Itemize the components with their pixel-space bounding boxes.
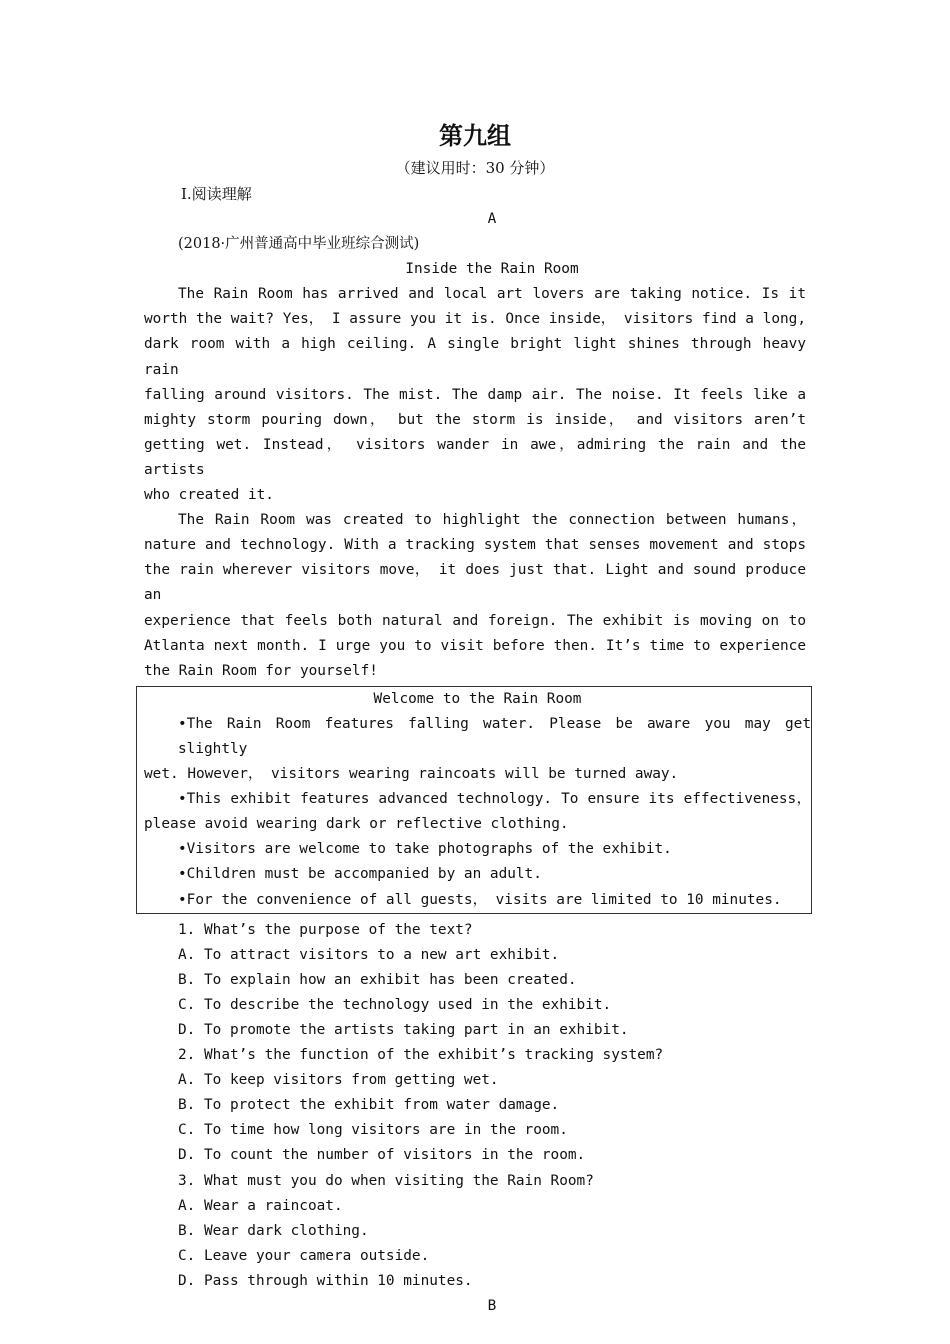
- passage-b-label: B: [487, 1298, 497, 1315]
- notice-line: •For the convenience of all guests， visits are limited to 10 minutes.: [178, 891, 782, 908]
- answer-option: C. To describe the technology used in the exhibit.: [178, 996, 612, 1013]
- paragraph-line: experience that feels both natural and foreign. The exhibit is moving on to: [144, 612, 806, 629]
- passage-a-label: A: [487, 211, 497, 227]
- answer-option: A. To keep visitors from getting wet.: [178, 1072, 499, 1089]
- answer-option: D. To count the number of visitors in the room.: [178, 1147, 586, 1164]
- answer-option: D. Pass through within 10 minutes.: [178, 1272, 473, 1289]
- question-stem: 3. What must you do when visiting the Rain Room?: [178, 1172, 594, 1189]
- passage-a: [144, 207, 811, 1319]
- paragraph-1: [144, 282, 806, 508]
- paragraph-line: worth the wait? Yes， I assure you it is. Once inside， visitors find a long,: [144, 311, 806, 328]
- notice-line: •Children must be accompanied by an adult.: [178, 866, 542, 883]
- paragraph-line: nature and technology. With a tracking system that senses movement and stops: [144, 537, 806, 554]
- paragraph-line: mighty storm pouring down， but the storm is inside， and visitors aren’t: [144, 411, 806, 428]
- notice-box: [136, 686, 812, 914]
- notice-line: wet. However， visitors wearing raincoats will be turned away.: [144, 766, 679, 783]
- paragraph-line: The Rain Room has arrived and local art lovers are taking notice. Is it: [178, 286, 806, 303]
- question-stem: 2. What’s the function of the exhibit’s tracking system?: [178, 1047, 664, 1064]
- question-stem: 1. What’s the purpose of the text?: [178, 921, 473, 938]
- page-title: 第九组: [439, 122, 511, 150]
- notice-line: •Visitors are welcome to take photographs of the exhibit.: [178, 841, 672, 858]
- answer-option: B. Wear dark clothing.: [178, 1222, 369, 1239]
- notice-line: •This exhibit features advanced technology. To ensure its effectiveness，: [178, 791, 811, 808]
- notice-line: •The Rain Room features falling water. Please be aware you may get slightly: [178, 715, 811, 757]
- answer-option: C. Leave your camera outside.: [178, 1247, 430, 1264]
- answer-option: D. To promote the artists taking part in an exhibit.: [178, 1022, 629, 1038]
- answer-option: B. To explain how an exhibit has been created.: [178, 971, 577, 988]
- paragraph-line: dark room with a high ceiling. A single bright light shines through heavy rain: [144, 336, 806, 378]
- notice-title: Welcome to the Rain Room: [373, 690, 582, 707]
- paragraph-2: [144, 508, 806, 684]
- paragraph-line: who created it.: [144, 487, 274, 504]
- paragraph-line: the Rain Room for yourself!: [144, 662, 378, 679]
- answer-option: C. To time how long visitors are in the room.: [178, 1122, 568, 1139]
- paragraph-line: the rain wherever visitors move， it does just that. Light and sound produce an: [144, 562, 806, 604]
- paragraph-line: Atlanta next month. I urge you to visit before then. It’s time to experience: [144, 637, 806, 654]
- question-list: [144, 918, 806, 1294]
- answer-option: A. To attract visitors to a new art exhibit.: [178, 946, 560, 963]
- notice-line: please avoid wearing dark or reflective clothing.: [144, 816, 569, 833]
- answer-option: A. Wear a raincoat.: [178, 1197, 343, 1214]
- answer-option: B. To protect the exhibit from water damage.: [178, 1097, 560, 1114]
- paragraph-line: The Rain Room was created to highlight the connection between humans，: [178, 512, 806, 529]
- section-heading: Ⅰ.阅读理解: [181, 185, 252, 203]
- passage-a-heading: Inside the Rain Room: [405, 261, 579, 278]
- paragraph-line: getting wet. Instead， visitors wander in awe，admiring the rain and the artists: [144, 436, 806, 478]
- paragraph-line: falling around visitors. The mist. The damp air. The noise. It feels like a: [144, 386, 806, 403]
- passage-a-source: (2018·广州普通高中毕业班综合测试): [178, 236, 420, 253]
- time-suggestion: （建议用时：30 分钟）: [395, 159, 555, 177]
